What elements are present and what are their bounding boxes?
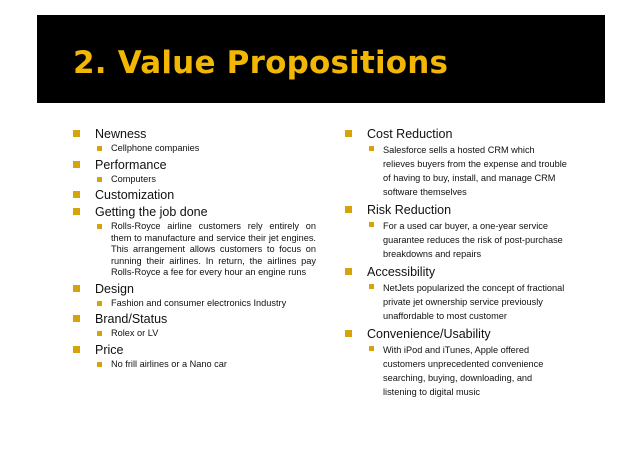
item-heading: Customization <box>95 188 175 202</box>
item-detail: For a used car buyer, a one-year service guarantee reduces the risk of post-purchase breakdowns and repairs <box>383 221 563 259</box>
item-heading: Risk Reduction <box>367 203 452 217</box>
title-bar <box>37 15 605 103</box>
square-bullet-icon <box>369 346 374 351</box>
square-bullet-icon <box>73 346 80 353</box>
square-bullet-icon <box>345 206 352 213</box>
item-heading: Convenience/Usability <box>367 327 491 341</box>
item-heading: Cost Reduction <box>367 127 453 141</box>
list-item <box>345 327 567 399</box>
item-detail: No frill airlines or a Nano car <box>111 358 227 369</box>
square-bullet-icon <box>345 330 352 337</box>
square-bullet-icon <box>73 161 80 168</box>
item-heading: Brand/Status <box>95 312 168 326</box>
list-item <box>345 127 567 199</box>
item-detail: Computers <box>111 173 156 184</box>
list-item <box>73 343 316 371</box>
square-bullet-icon <box>97 301 102 306</box>
item-detail: Fashion and consumer electronics Industry <box>111 297 287 308</box>
slide-title: 2. Value Propositions <box>73 45 449 81</box>
list-item <box>73 205 316 279</box>
list-item <box>345 203 567 261</box>
left-column <box>73 127 316 373</box>
list-item <box>73 282 316 310</box>
item-detail: NetJets popularized the concept of fractional private jet ownership service previously unaffordable to most customer <box>383 283 565 321</box>
item-detail: Salesforce sells a hosted CRM which relieves buyers from the expense and trouble of having to buy, install, and manage CRM software themselves <box>383 145 567 197</box>
square-bullet-icon <box>345 268 352 275</box>
item-detail: Rolex or LV <box>111 328 159 338</box>
item-detail: Rolls-Royce airline customers rely entirely on them to manufacture and service their jet engines. This arrangement allows customers to focus on running their airlines. In return, the airlines pay Rolls-Royce a fee for every hour an engine runs <box>111 221 316 277</box>
list-item <box>345 265 567 323</box>
square-bullet-icon <box>97 177 102 182</box>
item-detail: With iPod and iTunes, Apple offered customers unprecedented convenience searching, buying, downloading, and listening to digital music <box>383 345 544 397</box>
square-bullet-icon <box>73 315 80 322</box>
square-bullet-icon <box>97 146 102 151</box>
item-heading: Price <box>95 342 124 357</box>
square-bullet-icon <box>97 362 102 367</box>
list-item <box>73 188 316 202</box>
item-detail: Cellphone companies <box>111 143 200 153</box>
item-heading: Design <box>95 281 134 296</box>
square-bullet-icon <box>73 208 80 215</box>
square-bullet-icon <box>345 130 352 137</box>
square-bullet-icon <box>73 130 80 137</box>
square-bullet-icon <box>73 285 80 292</box>
square-bullet-icon <box>369 284 374 289</box>
list-item <box>73 158 316 186</box>
item-heading: Newness <box>95 127 147 141</box>
square-bullet-icon <box>369 146 374 151</box>
square-bullet-icon <box>97 224 102 229</box>
list-item <box>73 312 316 340</box>
square-bullet-icon <box>97 331 102 336</box>
list-item <box>73 127 316 155</box>
square-bullet-icon <box>73 191 80 198</box>
square-bullet-icon <box>369 222 374 227</box>
item-heading: Accessibility <box>367 265 436 279</box>
item-heading: Getting the job done <box>95 205 208 219</box>
right-column <box>345 127 567 403</box>
item-heading: Performance <box>95 157 167 172</box>
